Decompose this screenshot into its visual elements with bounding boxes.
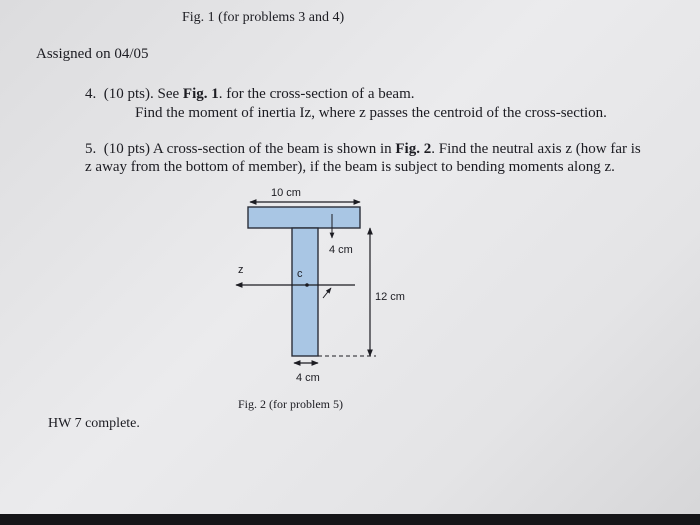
centroid-point (305, 283, 309, 287)
figure-2 (220, 180, 405, 420)
problem-5-pre: (10 pts) A cross-section of the beam is shown in (103, 141, 396, 157)
dim-flange-label: 4 cm (329, 244, 353, 256)
problem-4-number: 4. (85, 86, 97, 102)
dim-height-label: 12 cm (375, 291, 405, 303)
problem-5-fig-ref: Fig. 2 (395, 141, 432, 157)
problem-5-line-1 (85, 140, 641, 158)
problem-4-pts: (10 pts). See (103, 86, 183, 102)
problem-4-fig-ref: Fig. 1 (182, 86, 219, 102)
fig1-caption: Fig. 1 (for problems 3 and 4) (182, 10, 345, 25)
screen-bottom-edge (0, 514, 700, 525)
beam-flange (248, 207, 360, 228)
hw-status: HW 7 complete. (48, 416, 140, 431)
problem-5-line-2: z away from the bottom of member), if the beam is subject to bending moments along z. (85, 159, 615, 175)
problem-5-post: . Find the neutral axis z (how far is (431, 141, 641, 157)
z-axis-label: z (238, 264, 244, 276)
centroid-pointer-arrow (323, 288, 331, 298)
assigned-date: Assigned on 04/05 (36, 46, 149, 62)
problem-4-line-1-rest: . for the cross-section of a beam. (218, 86, 415, 102)
problem-5-number: 5. (85, 141, 97, 157)
dim-top-width-label: 10 cm (271, 187, 301, 199)
t-beam-diagram (220, 180, 405, 420)
problem-4-line-2: Find the moment of inertia Iz, where z passes the centroid of the cross-section. (135, 105, 607, 121)
problem-4-line-1 (85, 85, 415, 103)
beam-web (292, 228, 318, 356)
fig2-caption: Fig. 2 (for problem 5) (238, 397, 343, 411)
centroid-label: c (297, 268, 303, 280)
dim-web-width-label: 4 cm (296, 372, 320, 384)
